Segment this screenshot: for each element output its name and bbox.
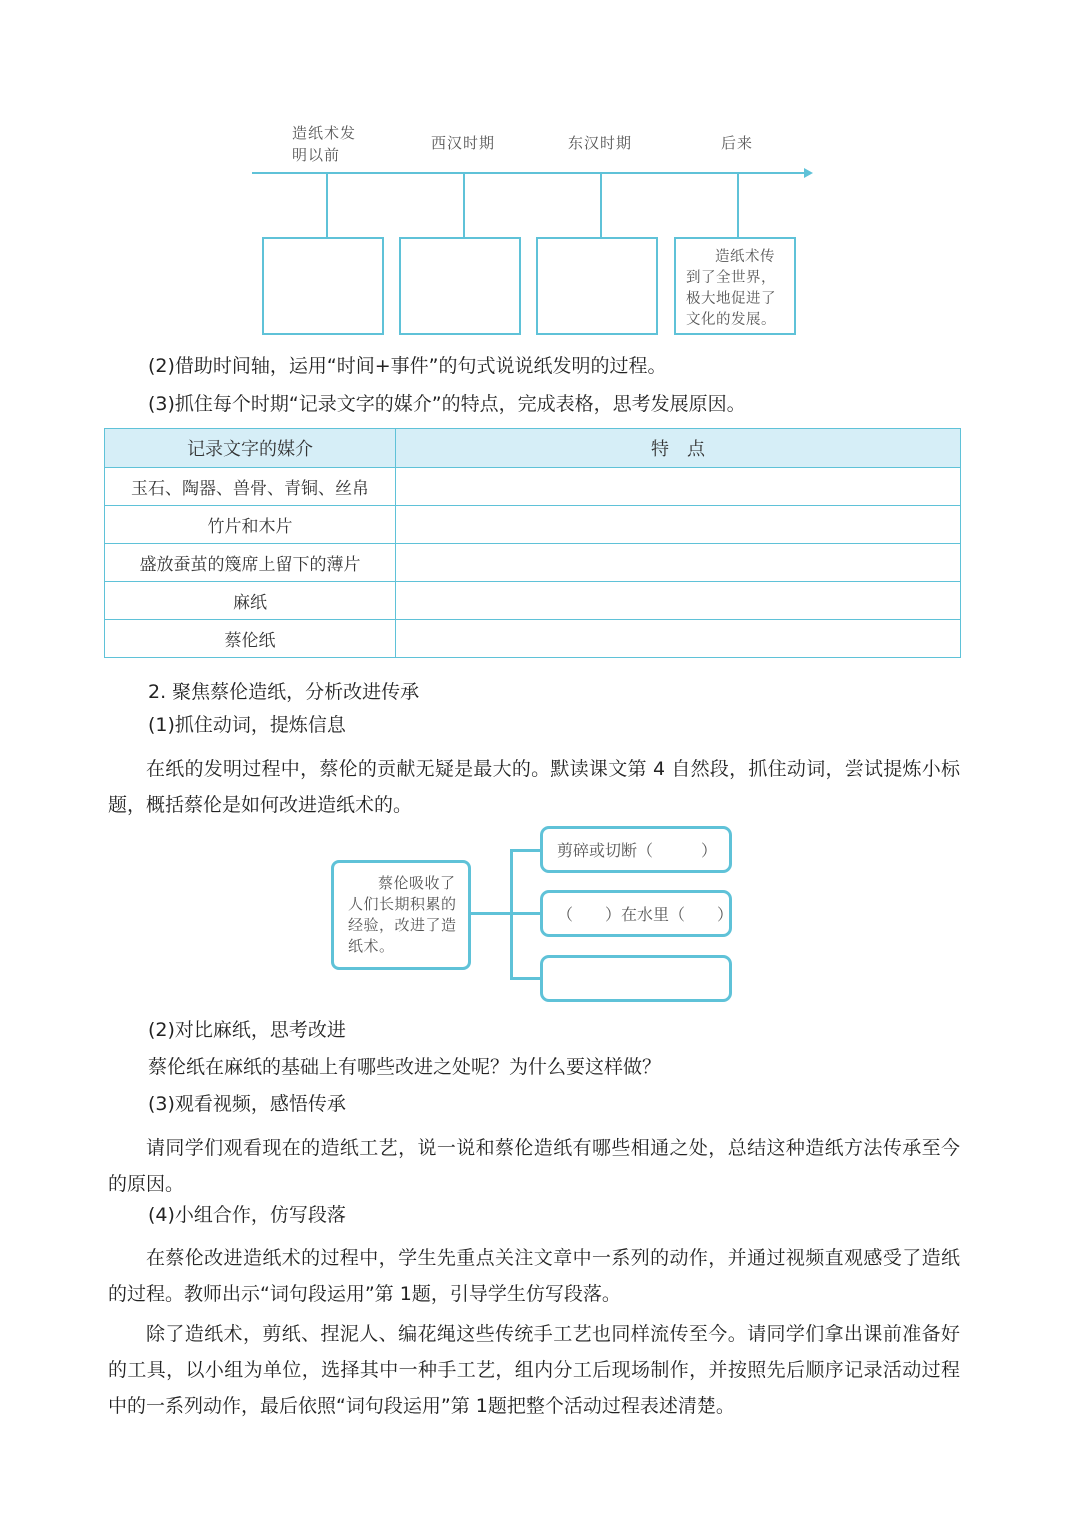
table-row [105, 544, 961, 582]
table-cell-features[interactable] [396, 506, 961, 544]
question-2: (2)借助时间轴，运用“时间+事件”的句式说说纸发明的过程。 [148, 355, 667, 377]
diagram-main-text: 蔡伦吸收了人们长期积累的经验，改进了造纸术。 [348, 874, 457, 955]
subsection-2-title: (2)对比麻纸，思考改进 [148, 1019, 346, 1041]
timeline-tick [600, 173, 602, 237]
table-cell-media: 盛放蚕茧的篾席上留下的薄片 [105, 544, 396, 582]
diagram-step-box[interactable]: （ ）在水里（ ） [540, 890, 732, 937]
subsection-1-title: (1)抓住动词，提炼信息 [148, 714, 346, 736]
table-cell-media: 麻纸 [105, 582, 396, 620]
media-table [104, 428, 961, 658]
table-cell-media: 蔡伦纸 [105, 620, 396, 658]
timeline-period-label: 后来 [721, 134, 754, 152]
subsection-2-paragraph: 蔡伦纸在麻纸的基础上有哪些改进之处呢？为什么要这样做？ [148, 1056, 662, 1078]
table-row [105, 468, 961, 506]
timeline-tick [326, 173, 328, 237]
table-cell-media: 玉石、陶器、兽骨、青铜、丝帛 [105, 468, 396, 506]
diagram-connector [510, 849, 541, 852]
subsection-3-title: (3)观看视频，感悟传承 [148, 1093, 346, 1115]
timeline-tick [737, 173, 739, 237]
table-header-row [105, 429, 961, 468]
timeline-arrow [804, 168, 813, 178]
subsection-4-title: (4)小组合作，仿写段落 [148, 1204, 346, 1226]
subsection-4-paragraph-2: 除了造纸术，剪纸、捏泥人、编花绳这些传统手工艺也同样流传至今。请同学们拿出课前准备好的工具，以小组为单位，选择其中一种手工艺，组内分工后现场制作，并按照先后顺序记录活动过程中的一系列动作，最后依照“词句段运用”第 1题把整个活动过程表述清楚。 [108, 1323, 960, 1417]
table-row [105, 582, 961, 620]
table-cell-features[interactable] [396, 582, 961, 620]
section-2-title: 2. 聚焦蔡伦造纸，分析改进传承 [148, 681, 420, 703]
diagram-main-box [331, 860, 471, 970]
table-cell-features[interactable] [396, 544, 961, 582]
diagram-step-box[interactable]: 剪碎或切断（ ） [540, 826, 732, 873]
diagram-connector [471, 912, 511, 915]
diagram-connector [510, 977, 541, 980]
timeline-answer-box[interactable] [536, 237, 658, 335]
timeline-answer-box[interactable] [399, 237, 521, 335]
timeline-tick [463, 173, 465, 237]
table-cell-features[interactable] [396, 620, 961, 658]
subsection-3-paragraph: 请同学们观看现在的造纸工艺，说一说和蔡伦造纸有哪些相通之处，总结这种造纸方法传承至今的原因。 [108, 1137, 960, 1195]
table-row [105, 620, 961, 658]
timeline-period-label: 西汉时期 [431, 134, 496, 152]
subsection-4-paragraph-1: 在蔡伦改进造纸术的过程中，学生先重点关注文章中一系列的动作，并通过视频直观感受了造纸的过程。教师出示“词句段运用”第 1题，引导学生仿写段落。 [108, 1247, 960, 1305]
timeline-period-label: 造纸术发 明以前 [292, 124, 357, 164]
table-row [105, 506, 961, 544]
timeline-period-label: 东汉时期 [568, 134, 633, 152]
table-header-media: 记录文字的媒介 [105, 429, 396, 468]
timeline-axis [252, 172, 808, 174]
table-cell-features[interactable] [396, 468, 961, 506]
timeline-event-box [674, 237, 796, 335]
question-3: (3)抓住每个时期“记录文字的媒介”的特点，完成表格，思考发展原因。 [148, 393, 746, 415]
timeline-event-text: 造纸术传到了全世界，极大地促进了文化的发展。 [686, 249, 776, 328]
timeline-answer-box[interactable] [262, 237, 384, 335]
diagram-step-box[interactable] [540, 955, 732, 1002]
table-cell-media: 竹片和木片 [105, 506, 396, 544]
diagram-connector [510, 912, 541, 915]
subsection-1-paragraph: 在纸的发明过程中，蔡伦的贡献无疑是最大的。默读课文第 4 自然段，抓住动词，尝试提炼小标题，概括蔡伦是如何改进造纸术的。 [108, 758, 960, 816]
table-header-features: 特 点 [396, 429, 961, 468]
